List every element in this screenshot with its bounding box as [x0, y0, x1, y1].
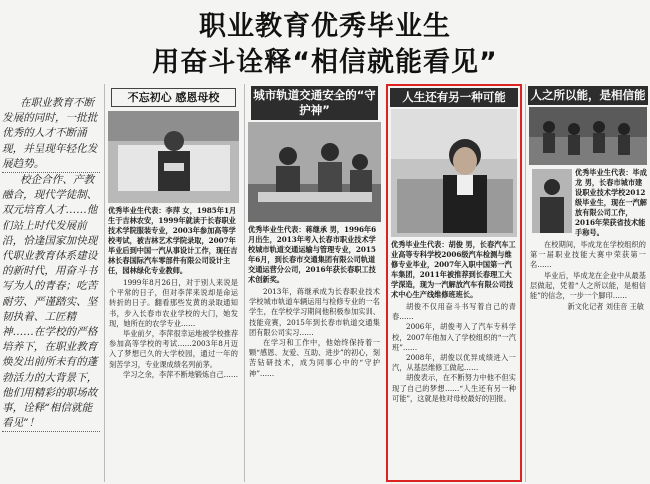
article-paragraph: 毕业后，毕成龙在企业中从最基层做起，凭着“人之所以能，是相信能”的信念，一步一个脚印…… [530, 270, 646, 301]
article-alma-mater [104, 84, 242, 482]
article-photo [108, 111, 239, 203]
headline-line-1: 职业教育优秀毕业生 [199, 11, 451, 42]
article-body [388, 301, 520, 405]
article-paragraph: 在学习和工作中，他始终保持着一颗“感恩、友爱、互助、进步”的初心，刻苦钻研技术，成为同事心中的“守护神”…… [249, 338, 380, 378]
article-photo [391, 109, 517, 237]
left-column [2, 96, 100, 480]
article-portrait [532, 169, 572, 233]
headline-line-2: 用奋斗诠释“相信就能看见” [152, 47, 498, 78]
article-title: 城市轨道交通安全的“守护神” [251, 86, 378, 120]
article-photo [248, 122, 381, 222]
article-caption: 优秀毕业生代表：李萍 女，1985年1月生于吉林农安，1999年就读于长春职业技术学院服装专业，2003年参加高等学校考试，被吉林艺术学院录取，2007年毕业后到中国一汽从事设计工作，现任吉林长春国际汽车零部件有限公司设计主任，园林绿化专业教师。 [108, 206, 238, 275]
article-paragraph: 2008年，胡俊以优异成绩进入一汽，从基层维修工做起…… [392, 353, 516, 373]
article-title: 人之所以能，是相信能 [528, 86, 648, 105]
article-paragraph: 胡俊不仅用奋斗书写着自己的青春…… [392, 302, 516, 322]
article-rail-transit [244, 84, 384, 482]
article-caption: 优秀毕业生代表：毕成龙 男，长春市城市建设职业技术学校2012级毕业生，现在一汽解放有限公司工作，2016年荣获省技术能手称号。 [575, 168, 647, 237]
article-paragraph: 1999年8月26日，对于别人来说是个平常的日子，但对李萍来说却是命运转折的日子。翻看那些发黄的录取通知书，步入长春市农业学校的大门，她发现，她所在的农学专业…… [109, 278, 238, 328]
article-paragraph: 2006年，胡俊考入了汽车专科学校，2007年他加入了学校组织的“一汽班”…… [392, 322, 516, 352]
article-title: 人生还有另一种可能 [390, 88, 518, 107]
article-paragraph: 在校期间，毕成龙在学校组织的第一届职业技能大赛中荣获第一名…… [530, 240, 646, 270]
article-caption: 优秀毕业生代表：蒋继承 男，1996年6月出生，2013年考入长春市职业技术学校城市轨道交通运输与管理专业，2015年6月，到长春市交通集团有限公司轨道交通运营分公司，2016年获长春职工技术创新奖。 [248, 225, 377, 284]
left-column-paragraph-2: 校企合作、产教融合，现代学徒制、双元培育人才……他们站上时代发展前沿，恰逢国家加快现代职业教育体系建设的新时代，用奋斗书写为人的青春；吃苦耐劳、严谨踏实、坚韧执着、工匠精神……在学校的严格培养下，在职业教育焕发出前所未有的蓬勃活力的大背景下，他们用精彩的职场故事，诠释“相信就能看见”！ [2, 173, 100, 432]
article-body [105, 277, 242, 381]
article-paragraph: 胡俊表示，在不断努力中他不但实现了自己的梦想……“人生还有另一种可能”，这就是他对母校最好的回报。 [392, 373, 516, 403]
article-body [526, 239, 650, 302]
article-caption: 优秀毕业生代表：胡俊 男，长春汽车工业高等专科学校2006级汽车检测与维修专业毕业，2007年入职中国第一汽车集团，2011年被推荐到长春理工大学深造，现为一汽解放汽车有限公司技术中心生产线维修班班长。 [391, 240, 516, 299]
article-paragraph: 毕业前夕，李萍很幸运地被学校推荐参加高等学校的考试……2003年8月迈入了梦想已久的大学校园，通过一年的刻苦学习，专业课成绩名列前茅。 [109, 329, 239, 369]
article-title: 不忘初心 感恩母校 [111, 88, 236, 107]
article-paragraph: 2013年，蒋继承成为长春职业技术学校城市轨道车辆运用与检修专业的一名学生，在学校学习期间他积极参加实训、技能竞赛，2015年到长春市轨道交通集团有限公司实习…… [249, 287, 380, 337]
article-body [245, 286, 384, 380]
article-paragraph: 学习之余，李萍不断地锻炼自己…… [123, 369, 239, 379]
left-column-paragraph-1: 在职业教育不断发展的同时，一批批优秀的人才不断涌现，并呈现年轻化发展趋势。 [2, 96, 100, 173]
article-photo [529, 107, 647, 165]
article-believe-can [525, 84, 650, 482]
byline: 新文化记者 刘佳音 王敏 [567, 302, 644, 312]
article-another-possibility [386, 84, 522, 482]
